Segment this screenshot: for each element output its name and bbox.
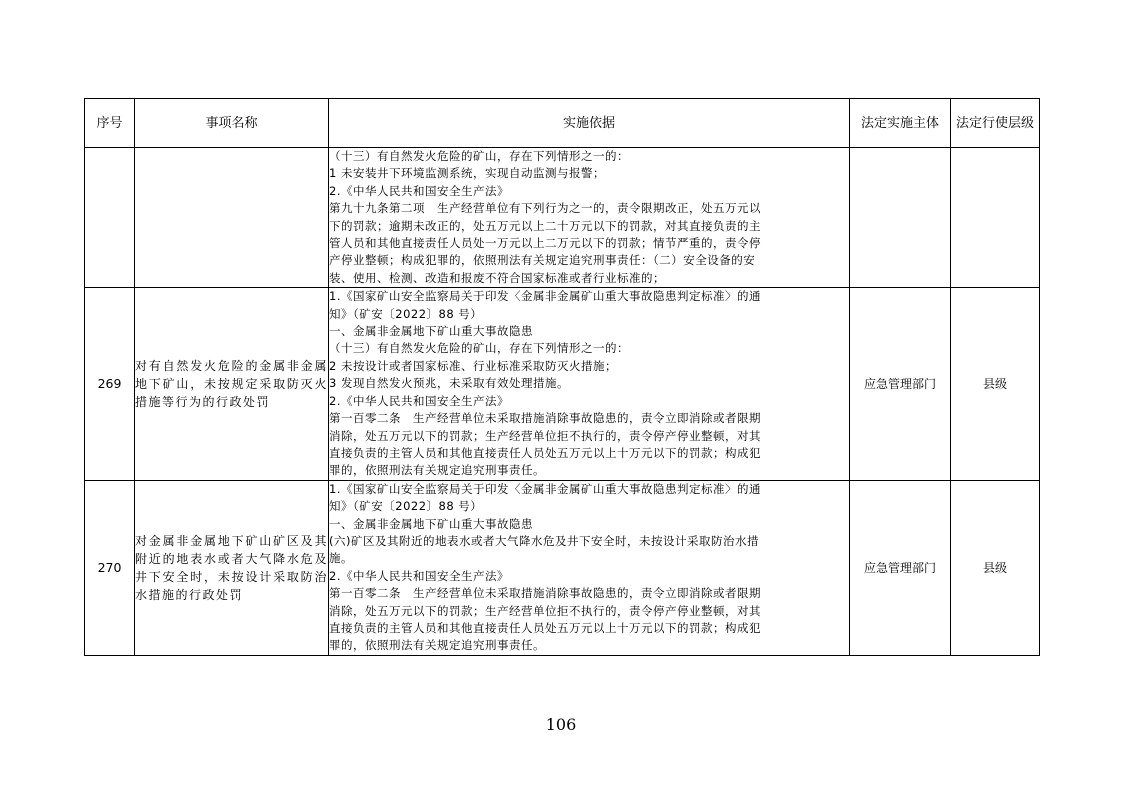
header-item-name: 事项名称 [135, 99, 329, 148]
basis-line: 1 未安装井下环境监测系统，实现自动监测与报警； [329, 166, 605, 181]
item-name: 对金属非金属地下矿山矿区及其附近的地表水或者大气降水危及井下安全时，未按设计采取防治水措施的行政处罚 [135, 480, 329, 655]
basis-line: 消除，处五万元以下的罚款；生产经营单位拒不执行的，责令停产停业整顿，对其 [329, 603, 761, 618]
basis-line: 2.《中华人民共和国安全生产法》 [329, 568, 509, 583]
basis-line: 知》（矿安〔2022〕88 号） [329, 499, 483, 514]
basis-line: 第一百零二条 生产经营单位未采取措施消除事故隐患的，责令立即消除或者限期 [329, 411, 761, 426]
header-legal-basis: 实施依据 [329, 99, 850, 148]
basis-line: 装、使用、检测、改造和报废不符合国家标准或者行业标准的； [329, 270, 665, 285]
basis-line: 罪的，依照刑法有关规定追究刑事责任。 [329, 638, 545, 653]
basis-line: （十三）有自然发火危险的矿山，存在下列情形之一的： [329, 341, 629, 356]
table-row [85, 148, 1040, 288]
table-row [85, 288, 1040, 480]
implementing-agency: 应急管理部门 [850, 480, 951, 655]
row-number [85, 148, 135, 288]
table-row [85, 480, 1040, 655]
basis-line: 产停业整顿；构成犯罪的，依照刑法有关规定追究刑事责任：（二）安全设备的安 [329, 253, 756, 268]
basis-line: 消除，处五万元以下的罚款；生产经营单位拒不执行的，责令停产停业整顿，对其 [329, 428, 761, 443]
basis-line: 1.《国家矿山安全监察局关于印发〈金属非金属矿山重大事故隐患判定标准〉的通 [329, 289, 761, 304]
exercise-level: 县级 [951, 480, 1040, 655]
basis-line: 第一百零二条 生产经营单位未采取措施消除事故隐患的，责令立即消除或者限期 [329, 586, 761, 601]
basis-line: （十三）有自然发火危险的矿山，存在下列情形之一的： [329, 149, 629, 163]
basis-line: 施。 [329, 551, 353, 566]
exercise-level [951, 148, 1040, 288]
basis-line: 下的罚款；逾期未改正的，处五万元以上二十万元以下的罚款，对其直接负责的主 [329, 218, 761, 233]
basis-line: 知》（矿安〔2022〕88 号） [329, 306, 483, 321]
basis-line: 一、金属非金属地下矿山重大事故隐患 [329, 516, 533, 531]
page-number: 106 [545, 715, 577, 734]
item-name [135, 148, 329, 288]
implementing-agency [850, 148, 951, 288]
header-implementing-agency: 法定实施主体 [850, 99, 951, 148]
table-header-row [85, 99, 1040, 148]
exercise-level: 县级 [951, 288, 1040, 480]
basis-line: 2.《中华人民共和国安全生产法》 [329, 393, 509, 408]
basis-line: 2.《中华人民共和国安全生产法》 [329, 183, 509, 198]
header-exercise-level: 法定行使层级 [951, 99, 1040, 148]
regulation-table [84, 98, 1040, 656]
basis-line: 第九十九条第二项 生产经营单位有下列行为之一的，责令限期改正，处五万元以 [329, 201, 761, 216]
legal-basis [329, 288, 850, 480]
legal-basis [329, 148, 850, 288]
basis-line: (六)矿区及其附近的地表水或者大气降水危及井下安全时，未按设计采取防治水措 [329, 533, 759, 548]
basis-line: 3 发现自然发火预兆，未采取有效处理措施。 [329, 376, 569, 391]
basis-line: 直接负责的主管人员和其他直接责任人员处五万元以上十万元以下的罚款；构成犯 [329, 445, 761, 460]
basis-line: 1.《国家矿山安全监察局关于印发〈金属非金属矿山重大事故隐患判定标准〉的通 [329, 481, 761, 496]
legal-basis [329, 480, 850, 655]
header-serial-number: 序号 [85, 99, 135, 148]
implementing-agency: 应急管理部门 [850, 288, 951, 480]
row-number: 270 [85, 480, 135, 655]
basis-line: 一、金属非金属地下矿山重大事故隐患 [329, 324, 533, 339]
basis-line: 罪的，依照刑法有关规定追究刑事责任。 [329, 463, 545, 478]
row-number: 269 [85, 288, 135, 480]
item-name: 对有自然发火危险的金属非金属地下矿山，未按规定采取防灭火措施等行为的行政处罚 [135, 288, 329, 480]
basis-line: 2 未按设计或者国家标准、行业标准采取防灭火措施； [329, 358, 617, 373]
basis-line: 管人员和其他直接责任人员处一万元以上二万元以下的罚款；情节严重的，责令停 [329, 236, 761, 251]
basis-line: 直接负责的主管人员和其他直接责任人员处五万元以上十万元以下的罚款；构成犯 [329, 620, 761, 635]
